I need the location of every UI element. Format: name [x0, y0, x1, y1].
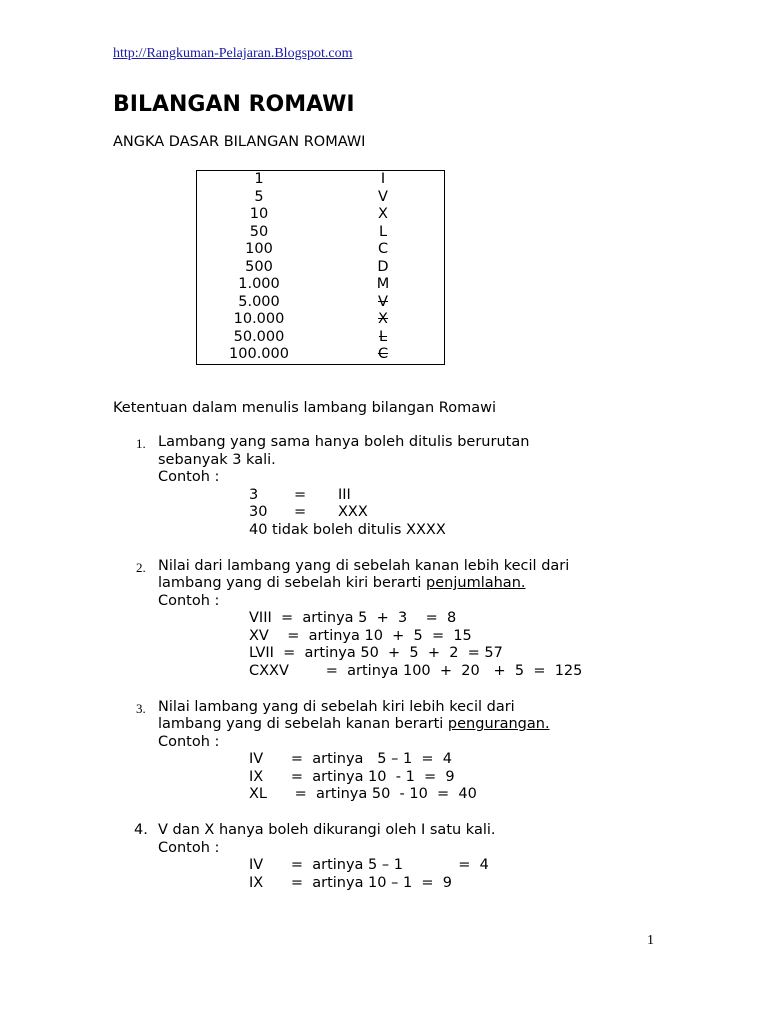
rule-1-ex-2-eq: =	[294, 504, 307, 520]
table-roman-cell: I	[380, 171, 386, 187]
rule-3-contoh: Contoh :	[158, 734, 220, 750]
rule-2-ex-1: VIII = artinya 5 + 3 = 8	[249, 610, 457, 626]
rule-2-ex-4: CXXV = artinya 100 + 20 + 5 = 125	[249, 663, 583, 679]
rule-1-line1: Lambang yang sama hanya boleh ditulis berurutan	[158, 434, 530, 450]
table-roman-cell: V	[378, 188, 388, 205]
table-arabic-cell: 10	[249, 206, 269, 222]
rule-4-contoh: Contoh :	[158, 840, 220, 856]
rules-intro: Ketentuan dalam menulis lambang bilangan Romawi	[113, 400, 496, 416]
rule-2-line2-text: lambang yang di sebelah kiri berarti	[158, 575, 427, 591]
table-arabic-cell: 5.000	[238, 293, 280, 310]
rule-4-line1: V dan X hanya boleh dikurangi oleh I satu kali.	[158, 822, 496, 838]
rule-2-line1: Nilai dari lambang yang di sebelah kanan lebih kecil dari	[158, 558, 570, 574]
rule-2-number: 2.	[136, 560, 146, 575]
rule-2-keyword: penjumlahan.	[426, 575, 526, 591]
rule-1-ex-1-eq: =	[294, 487, 307, 503]
table-arabic-cell: 100.000	[229, 346, 289, 362]
table-roman-cell: X	[378, 206, 388, 222]
rule-1-number: 1.	[136, 436, 146, 451]
table-roman-cell: L	[378, 223, 388, 240]
page-number: 1	[647, 933, 654, 948]
rule-3-ex-3: XL = artinya 50 - 10 = 40	[249, 786, 477, 802]
rule-3-number: 3.	[136, 701, 146, 716]
table-arabic-cell: 50.000	[233, 328, 285, 345]
rule-1-note: 40 tidak boleh ditulis XXXX	[249, 522, 446, 538]
rule-2-ex-3: LVII = artinya 50 + 5 + 2 = 57	[249, 645, 503, 661]
rule-1-ex-1-a: 3	[249, 487, 259, 503]
rule-2-contoh: Contoh :	[158, 593, 220, 609]
rule-1-ex-2-a: 30	[249, 504, 268, 520]
table-roman-cell: C	[377, 346, 389, 362]
rule-4-number: 4.	[134, 822, 148, 838]
rule-3-ex-2: IX = artinya 10 - 1 = 9	[249, 769, 455, 785]
rule-1-line2: sebanyak 3 kali.	[158, 452, 276, 468]
table-roman-cell: L	[378, 328, 388, 345]
rule-3-ex-1: IV = artinya 5 – 1 = 4	[249, 751, 452, 767]
table-roman-cell: M	[376, 276, 390, 292]
rule-3-keyword: pengurangan.	[447, 716, 550, 732]
table-arabic-cell: 500	[245, 258, 273, 275]
rule-3-line1: Nilai lambang yang di sebelah kiri lebih kecil dari	[158, 699, 515, 715]
table-arabic-cell: 1	[254, 171, 264, 187]
table-arabic-cell: 5	[254, 188, 264, 205]
table-arabic-cell: 50	[249, 223, 269, 240]
section-subtitle: ANGKA DASAR BILANGAN ROMAWI	[113, 134, 366, 150]
table-arabic-cell: 10.000	[233, 311, 285, 327]
table-roman-cell: X	[378, 311, 388, 327]
rule-1-contoh: Contoh :	[158, 469, 220, 485]
rule-1-ex-1-b: III	[338, 487, 351, 503]
page-title: BILANGAN ROMAWI	[113, 92, 355, 117]
rule-2-line2	[158, 575, 526, 591]
table-roman-cell: C	[377, 241, 389, 257]
table-roman-cell: V	[378, 293, 388, 310]
rule-3-line2	[158, 716, 550, 732]
rule-4-ex-1: IV = artinya 5 – 1 = 4	[249, 857, 489, 873]
rule-2-ex-2: XV = artinya 10 + 5 = 15	[249, 628, 472, 644]
rule-4-ex-2: IX = artinya 10 – 1 = 9	[249, 875, 453, 891]
table-roman-cell: D	[377, 258, 389, 275]
header-link[interactable]: http://Rangkuman-Pelajaran.Blogspot.com	[113, 46, 353, 61]
table-arabic-cell: 100	[245, 241, 273, 257]
rule-3-line2-text: lambang yang di sebelah kanan berarti	[158, 716, 448, 732]
table-arabic-cell: 1.000	[238, 276, 280, 292]
roman-numeral-table	[196, 170, 445, 365]
rule-1-ex-2-b: XXX	[338, 504, 368, 520]
